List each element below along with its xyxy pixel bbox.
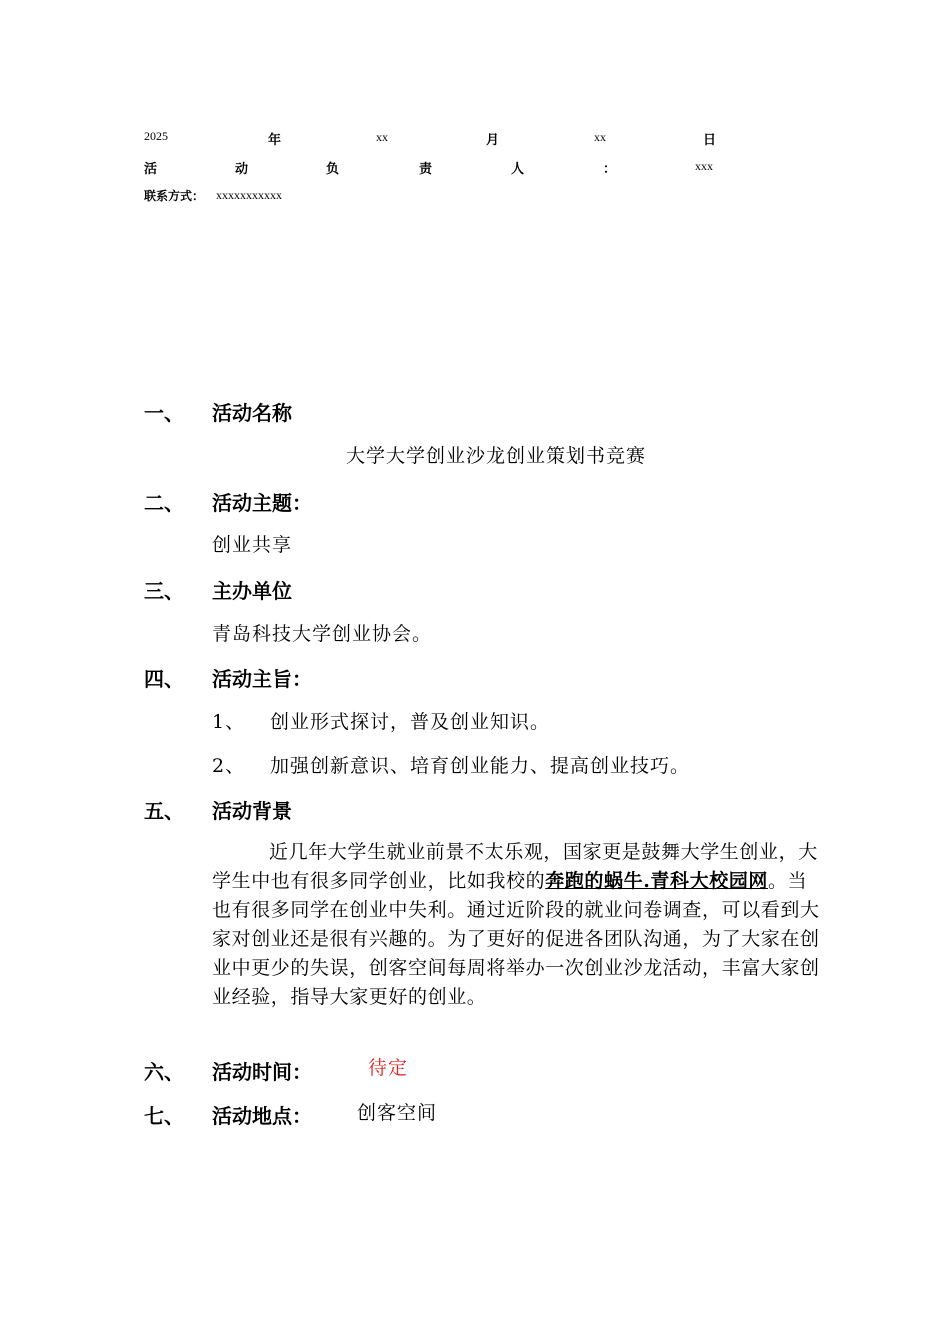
person-char: 活 xyxy=(144,162,158,177)
section-4-title: 活动主旨： xyxy=(212,667,312,691)
organizer: 青岛科技大学创业协会。 xyxy=(212,623,433,645)
section-7-title: 活动地点： xyxy=(212,1104,312,1128)
person-char: 负 xyxy=(326,162,340,177)
section-1-title: 活动名称 xyxy=(212,401,292,425)
purpose-item-2-text: 加强创新意识、培育创业能力、提高创业技巧。 xyxy=(270,755,691,777)
purpose-item-1-number: 1、 xyxy=(212,711,246,733)
date-day: xx xyxy=(594,130,606,144)
section-4-number: 四、 xyxy=(144,667,184,691)
activity-location: 创客空间 xyxy=(357,1102,438,1124)
background-paragraph xyxy=(212,838,822,1012)
section-5-number: 五、 xyxy=(144,799,184,823)
contact-label: 联系方式： xyxy=(144,189,205,203)
person-char: 动 xyxy=(235,162,249,177)
section-3-title: 主办单位 xyxy=(212,579,292,603)
section-5-title: 活动背景 xyxy=(212,799,292,823)
activity-theme: 创业共享 xyxy=(212,534,293,556)
section-1-number: 一、 xyxy=(144,401,184,425)
section-2-title: 活动主题： xyxy=(212,491,312,515)
section-7-number: 七、 xyxy=(144,1104,184,1128)
purpose-item-1-text: 创业形式探讨，普及创业知识。 xyxy=(270,711,551,733)
background-text-part2: 。当也有很多同学在创业中失利。通过近阶段的就业问卷调查，可以看到大家对创业还是很有兴趣的。为了更好的促进各团队沟通，为了大家在创业中更少的失误，创客空间每周将举办一次创业沙龙活动，丰富大家创业经验，指导大家更好的创业。 xyxy=(212,870,820,1008)
section-6-title: 活动时间： xyxy=(212,1060,312,1084)
person-value: xxx xyxy=(695,159,713,173)
person-char: 责 xyxy=(419,162,433,177)
purpose-item-2-number: 2、 xyxy=(212,755,246,777)
date-month-unit: 月 xyxy=(486,133,500,148)
date-day-unit: 日 xyxy=(703,133,717,148)
person-char: ： xyxy=(603,162,617,177)
date-year: 2025 xyxy=(144,129,168,143)
date-year-unit: 年 xyxy=(268,133,282,148)
section-2-number: 二、 xyxy=(144,491,184,515)
section-3-number: 三、 xyxy=(144,579,184,603)
section-6-number: 六、 xyxy=(144,1060,184,1084)
date-month: xx xyxy=(376,130,388,144)
background-text-part1: 近几年大学生就业前景不太乐观，国家更是鼓舞大学生创业，大学生中也有很多同学创业，比如我校的 xyxy=(212,841,818,892)
school-website-link[interactable]: 奔跑的蜗牛.青科大校园网 xyxy=(545,870,769,892)
activity-time-pending: 待定 xyxy=(368,1057,409,1079)
person-char: 人 xyxy=(511,162,525,177)
contact-value: xxxxxxxxxxx xyxy=(216,188,282,202)
activity-name: 大学大学创业沙龙创业策划书竞赛 xyxy=(346,445,647,467)
